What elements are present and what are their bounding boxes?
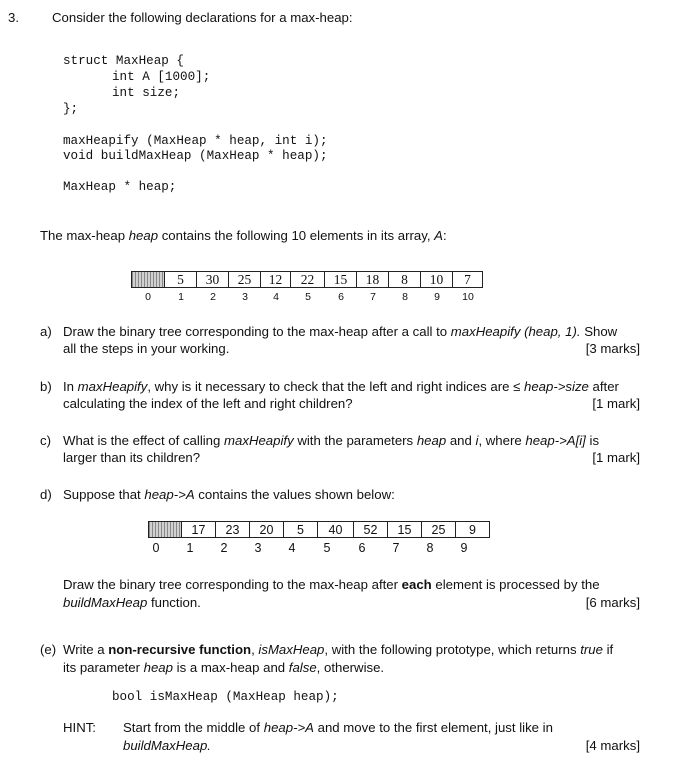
array-index: 9 — [434, 291, 440, 303]
array-cell: 12 — [261, 271, 291, 288]
array-cell: 40 — [318, 521, 354, 538]
array-index: 6 — [338, 291, 344, 303]
array-index: 2 — [220, 541, 228, 555]
code-line: int size; — [112, 86, 181, 100]
part-a-line2: all the steps in your working. [3 marks] — [63, 341, 640, 356]
part-e-line2: its parameter heap is a max-heap and false, otherwise. — [63, 660, 385, 675]
heap-description: The max-heap heap contains the following 10 elements in its array, A: — [40, 228, 447, 243]
part-b-line2: calculating the index of the left and right children? [1 mark] — [63, 396, 640, 411]
part-b-label: b) — [40, 379, 52, 394]
array-cell: 5 — [165, 271, 197, 288]
array-cell: 30 — [197, 271, 229, 288]
array-index: 1 — [186, 541, 194, 555]
array-cell-empty — [131, 271, 165, 288]
part-d-marks: [6 marks] — [585, 595, 640, 610]
array-cell: 23 — [216, 521, 250, 538]
array-index: 7 — [392, 541, 400, 555]
array-cell: 15 — [388, 521, 422, 538]
array-index: 8 — [402, 291, 408, 303]
array-index: 0 — [152, 541, 160, 555]
code-line: MaxHeap * heap; — [63, 180, 177, 194]
array-index: 4 — [288, 541, 296, 555]
array-cell: 52 — [354, 521, 388, 538]
array-cell: 18 — [357, 271, 389, 288]
array-cell: 8 — [389, 271, 421, 288]
part-b-marks: [1 mark] — [592, 396, 640, 411]
array-cell-empty — [148, 521, 182, 538]
array-table-1 — [131, 271, 483, 288]
part-c-marks: [1 mark] — [592, 450, 640, 465]
array-cell: 22 — [291, 271, 325, 288]
array-index: 5 — [305, 291, 311, 303]
part-b-line1: In maxHeapify, why is it necessary to check that the left and right indices are ≤ heap->size after — [63, 379, 619, 394]
array-index: 6 — [358, 541, 366, 555]
array-index: 5 — [323, 541, 331, 555]
array-cell: 17 — [182, 521, 216, 538]
part-a-label: a) — [40, 324, 52, 339]
code-line: }; — [63, 102, 79, 116]
array-cell: 5 — [284, 521, 318, 538]
hint-line2: buildMaxHeap. [4 marks] — [123, 738, 640, 753]
array-cell: 15 — [325, 271, 357, 288]
hint-line1: Start from the middle of heap->A and move to the first element, just like in — [123, 720, 553, 735]
array-index: 10 — [462, 291, 474, 303]
array-index: 3 — [242, 291, 248, 303]
part-a-marks: [3 marks] — [585, 341, 640, 356]
part-c-line1: What is the effect of calling maxHeapify with the parameters heap and i, where heap->A[i] is — [63, 433, 600, 448]
part-d-line1: Suppose that heap->A contains the values shown below: — [63, 487, 395, 502]
array-index: 2 — [210, 291, 216, 303]
part-c-line2: larger than its children? [1 mark] — [63, 450, 640, 465]
part-c-label: c) — [40, 433, 51, 448]
array-index: 3 — [254, 541, 262, 555]
hint-label: HINT: — [63, 720, 96, 735]
part-e-marks: [4 marks] — [585, 738, 640, 753]
array-cell: 20 — [250, 521, 284, 538]
array-cell: 9 — [456, 521, 490, 538]
array-indices-2 — [139, 541, 481, 555]
array-table-2 — [148, 521, 490, 538]
part-a-line1: Draw the binary tree corresponding to the max-heap after a call to maxHeapify (heap, 1). Show — [63, 324, 618, 339]
array-index: 1 — [178, 291, 184, 303]
part-d-question-line2: buildMaxHeap function. [6 marks] — [63, 595, 640, 610]
part-d-question-line1: Draw the binary tree corresponding to the max-heap after each element is processed by the — [63, 577, 600, 592]
code-line: int A [1000]; — [112, 70, 211, 84]
array-cell: 25 — [229, 271, 261, 288]
array-index: 0 — [145, 291, 151, 303]
code-line: struct MaxHeap { — [63, 54, 184, 68]
question-number: 3. — [8, 10, 19, 25]
code-line: maxHeapify (MaxHeap * heap, int i); — [63, 134, 328, 148]
array-index: 9 — [460, 541, 468, 555]
part-e-label: (e) — [40, 642, 57, 657]
code-line: void buildMaxHeap (MaxHeap * heap); — [63, 149, 328, 163]
array-index: 7 — [370, 291, 376, 303]
array-index: 8 — [426, 541, 434, 555]
array-cell: 25 — [422, 521, 456, 538]
part-e-code: bool isMaxHeap (MaxHeap heap); — [112, 690, 339, 704]
part-e-line1: Write a non-recursive function, isMaxHeap, with the following prototype, which returns true if — [63, 642, 614, 657]
array-cell: 10 — [421, 271, 453, 288]
intro-text: Consider the following declarations for a max-heap: — [52, 10, 353, 25]
array-indices-1 — [131, 291, 483, 303]
part-d-label: d) — [40, 487, 52, 502]
array-index: 4 — [273, 291, 279, 303]
array-cell: 7 — [453, 271, 483, 288]
